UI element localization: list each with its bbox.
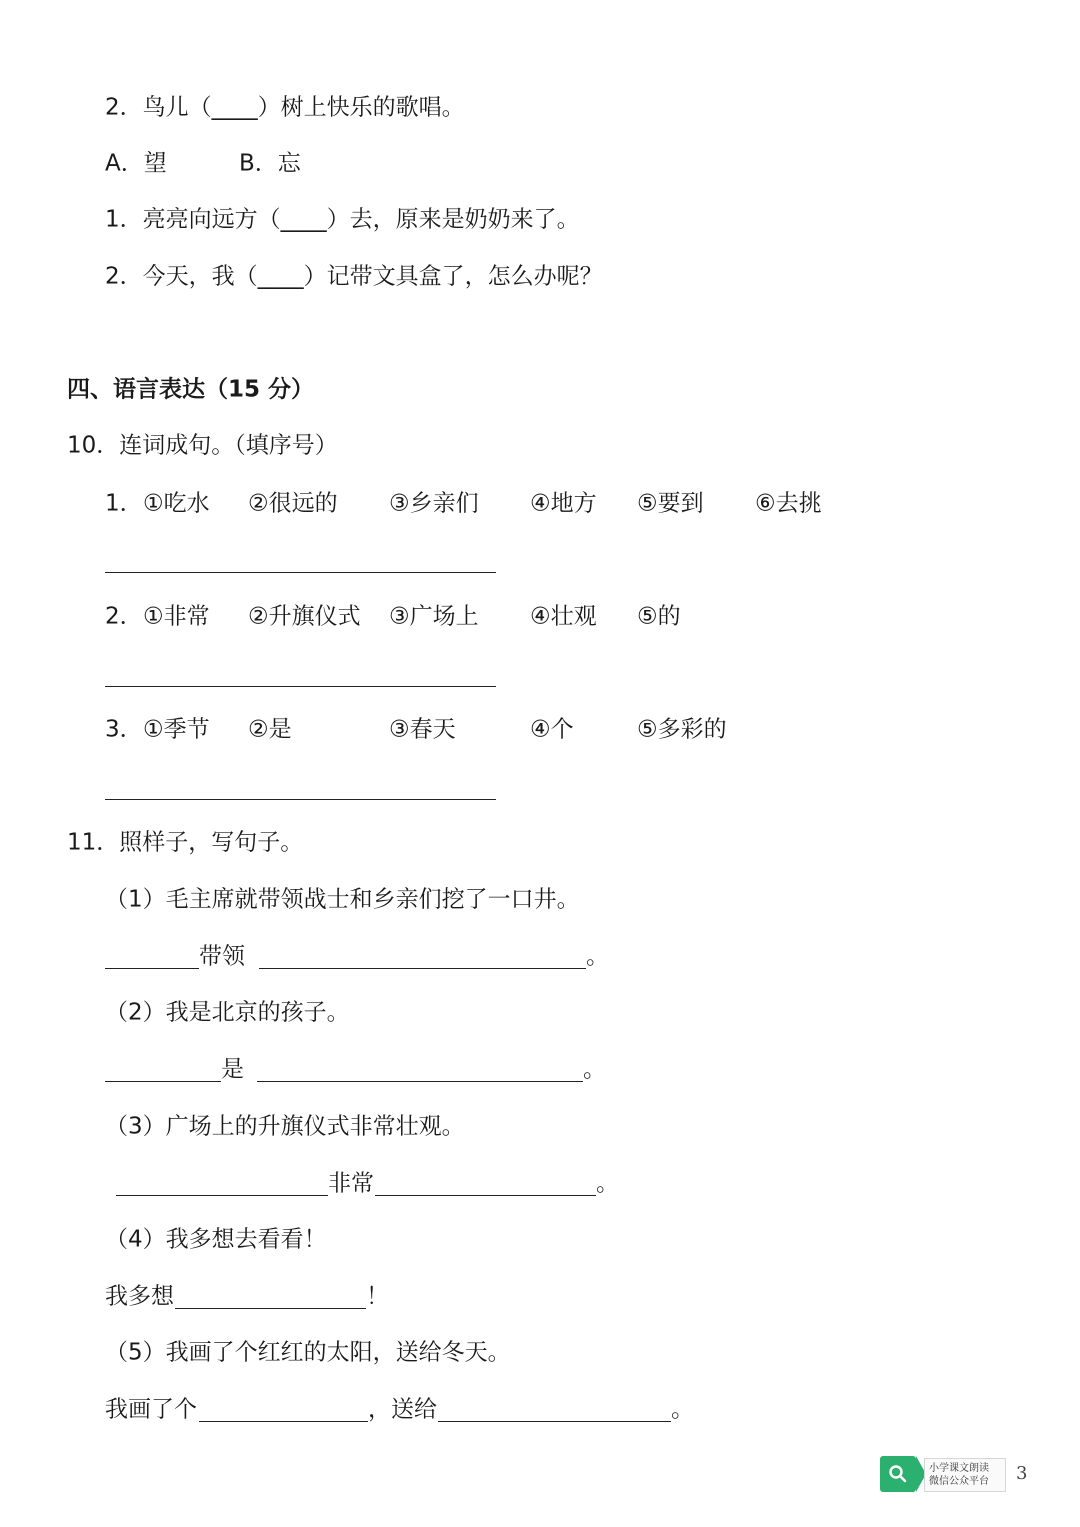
q-liangliang: 1．亮亮向远方（____）去，原来是奶奶来了。: [105, 206, 580, 233]
q11-5-mid: ，送给: [368, 1396, 437, 1423]
q11-2-blank-a: [105, 1081, 221, 1082]
q11-2-word: 是: [221, 1056, 244, 1083]
wechat-search-icon: [880, 1456, 916, 1492]
q11-5-blank-a: [199, 1421, 368, 1422]
q11-3-period: 。: [596, 1170, 619, 1197]
q11-4-prefix: 我多想: [105, 1283, 174, 1310]
q11-2-blank-b: [257, 1081, 583, 1082]
q10-1-w6: ⑥去挑: [755, 490, 822, 517]
q10-2-w4: ④壮观: [530, 603, 597, 630]
q10-2-w5: ⑤的: [637, 603, 681, 630]
q11-4-example: （4）我多想去看看！: [105, 1226, 327, 1253]
footer-brand-box: [924, 1458, 1006, 1492]
option-a: A．望: [105, 150, 167, 177]
q11-1-example: （1）毛主席就带领战士和乡亲们挖了一口井。: [105, 886, 580, 913]
q11-5-prefix: 我画了个: [105, 1396, 197, 1423]
option-b: B．忘: [239, 150, 301, 177]
footer-brand-line1: 小学课文朗读: [929, 1463, 989, 1474]
q11-3-example: （3）广场上的升旗仪式非常壮观。: [105, 1113, 465, 1140]
q10-3-num: 3．: [105, 716, 143, 743]
q10-1-w3: ③乡亲们: [389, 490, 479, 517]
q11-5-period: 。: [671, 1396, 694, 1423]
q11-3-blank-a: [116, 1195, 328, 1196]
q11-2-period: 。: [583, 1056, 606, 1083]
q10-2-w2: ②升旗仪式: [248, 603, 361, 630]
q-today: 2．今天，我（____）记带文具盒了，怎么办呢？: [105, 263, 603, 290]
q10-3-w5: ⑤多彩的: [637, 716, 727, 743]
q11-5-blank-b: [438, 1421, 671, 1422]
q10-2-w3: ③广场上: [389, 603, 479, 630]
q10-title: 10．连词成句。（填序号）: [67, 432, 338, 459]
q11-4-excl: ！: [366, 1283, 389, 1310]
q10-1-num: 1．: [105, 490, 143, 517]
q10-3-w4: ④个: [530, 716, 574, 743]
q10-3-w1: ①季节: [143, 716, 210, 743]
q11-1-blank-a: [105, 968, 199, 969]
q10-1-w5: ⑤要到: [637, 490, 704, 517]
q10-3-answer-line: [105, 799, 496, 800]
q10-1-answer-line: [105, 572, 496, 573]
q11-2-example: （2）我是北京的孩子。: [105, 999, 350, 1026]
q10-3-w2: ②是: [248, 716, 292, 743]
q10-1-w2: ②很远的: [248, 490, 338, 517]
q11-3-word: 非常: [328, 1170, 374, 1197]
q10-2-w1: ①非常: [143, 603, 210, 630]
q11-4-blank: [175, 1308, 366, 1309]
q11-1-word: 带领: [199, 943, 245, 970]
section-four-title: 四、语言表达（15 分）: [67, 376, 315, 403]
q11-1-period: 。: [586, 943, 609, 970]
q11-3-blank-b: [375, 1195, 596, 1196]
q10-2-num: 2．: [105, 603, 143, 630]
footer-brand-line2: 微信公众平台: [929, 1476, 989, 1487]
q11-title: 11．照样子，写句子。: [67, 829, 304, 856]
q10-3-w3: ③春天: [389, 716, 456, 743]
q10-1-w4: ④地方: [530, 490, 597, 517]
q11-1-blank-b: [259, 968, 586, 969]
q10-1-w1: ①吃水: [143, 490, 210, 517]
q-birds-sing: 2．鸟儿（____）树上快乐的歌唱。: [105, 94, 465, 121]
q10-2-answer-line: [105, 686, 496, 687]
page-number: 3: [1016, 1463, 1028, 1484]
q11-5-example: （5）我画了个红红的太阳，送给冬天。: [105, 1339, 511, 1366]
